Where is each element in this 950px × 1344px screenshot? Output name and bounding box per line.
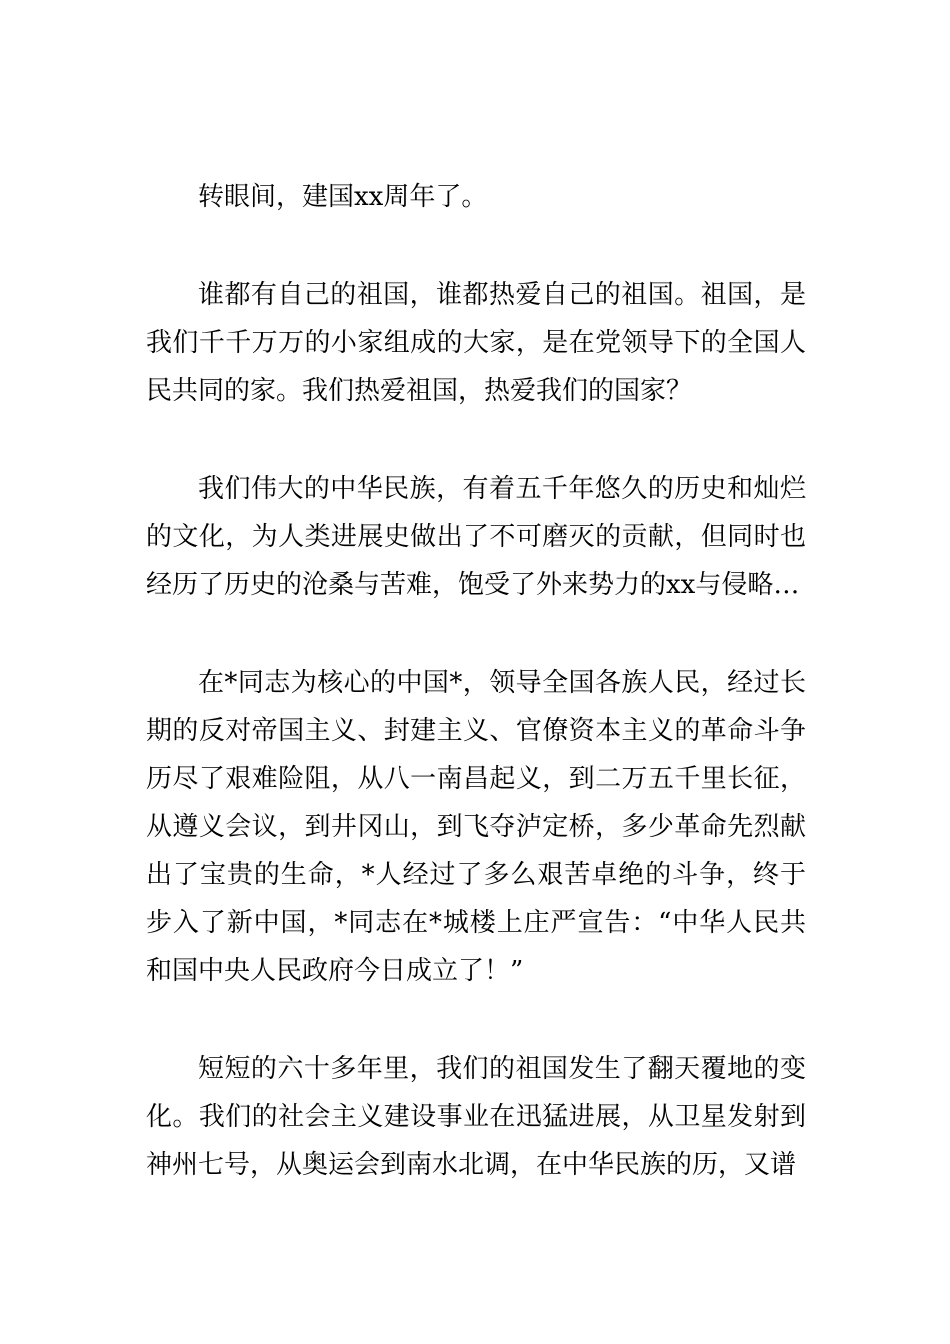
paragraph-5: 短短的六十多年里，我们的祖国发生了翻天覆地的变化。我们的社会主义建设事业在迅猛进展，从卫星发射到神州七号，从奥运会到南水北调，在中华民族的历，又谱 xyxy=(146,1054,806,1180)
document-body xyxy=(146,173,806,1239)
paragraph-1: 转眼间，建国xx周年了。 xyxy=(198,182,488,212)
paragraph-4: 在*同志为核心的中国*，领导全国各族人民，经过长期的反对帝国主义、封建主义、官僚资本主义的革命斗争历尽了艰难险阻，从八一南昌起义，到二万五千里长征，从遵义会议，到井冈山，到飞夺泸定桥，多少革命先烈献出了宝贵的生命，*人经过了多么艰苦卓绝的斗争，终于步入了新中国，*同志在*城楼上庄严宣告：“中华人民共和国中央人民政府今日成立了！” xyxy=(146,668,806,986)
paragraph-3: 我们伟大的中华民族，有着五千年悠久的历史和灿烂的文化，为人类进展史做出了不可磨灭的贡献，但同时也经历了历史的沧桑与苦难，饱受了外来势力的xx与侵略… xyxy=(146,474,806,600)
paragraph-2: 谁都有自己的祖国，谁都热爱自己的祖国。祖国，是我们千千万万的小家组成的大家，是在党领导下的全国人民共同的家。我们热爱祖国，热爱我们的国家？ xyxy=(146,280,806,406)
